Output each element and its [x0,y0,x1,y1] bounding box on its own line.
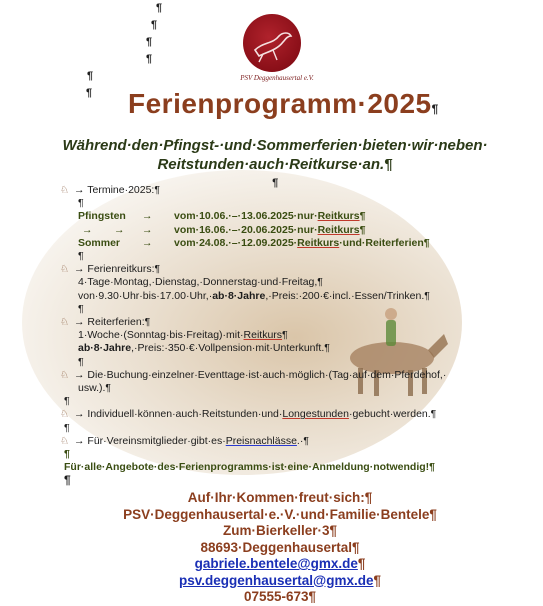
arrow-icon: → [114,223,125,236]
termine-heading: ♘ → Termine·2025:¶ [60,184,160,196]
ferienreitkurs-heading: ♘ → Ferienreitkurs:¶ [60,263,161,276]
footer-organizer: PSV·Deggenhausertal·e.·V.·und·Familie·Bentele¶ [123,506,437,522]
footer-street: Zum·Bierkeller·3¶ [222,523,338,538]
reiterferien-price: ab·8·Jahre,·Preis:·350·€·Vollpension·mit·Unterkunft.¶ [78,342,330,355]
arrow-icon: → [142,223,153,236]
sommer-date: Sommer → vom·24.08.·–·12.09.2025·Reitkurs·und·Reiterferien¶ [78,236,430,249]
individuell-line: ♘ → Individuell·können·auch·Reitstunden·und·Longestunden·gebucht·werden.¶ [60,408,437,421]
pilcrow-mark: ¶ [78,302,84,315]
ferienreitkurs-time-price: von·9.30·Uhr·bis·17.00·Uhr,·ab·8·Jahre,·Preis:·200·€·incl.·Essen/Trinken.¶ [78,289,430,302]
email-link-psv[interactable]: psv.deggenhausertal@gmx.de [179,572,374,588]
pilcrow-mark: ¶ [78,197,84,210]
club-logo [243,14,301,72]
arrow-icon: → [74,263,85,276]
arrow-icon: → [74,408,85,421]
knight-bullet-icon: ♘ [60,185,69,196]
footer-city: 88693·Deggenhausertal¶ [200,539,360,555]
buchung-line-2: usw.).¶ [78,382,112,395]
title-text: Ferienprogramm·2025 [128,88,432,119]
footer-greeting: Auf·Ihr·Kommen·freut·sich:¶ [187,490,373,505]
email-link-gabriele[interactable]: gabriele.bentele@gmx.de [194,556,358,571]
knight-bullet-icon: ♘ [60,317,69,329]
pilcrow-mark: ¶ [64,448,70,461]
pilcrow-mark: ¶ [431,102,439,116]
arrow-icon: → [74,184,85,196]
subtitle-line-2: Reitstunden·auch·Reitkurse·an.¶ [157,156,393,173]
arrow-icon: → [74,434,85,447]
pfingsten-date-2: → → → vom·16.06.·–·20.06.2025·nur·Reitkurs¶ [64,224,464,237]
buchung-line-1: ♘ → Die·Buchung·einzelner·Eventtage·ist·auch·möglich·(Tag·auf·dem·Pferdehof,· [60,368,447,381]
knight-bullet-icon: ♘ [60,435,69,447]
verein-line: ♘ → Für·Vereinsmitglieder·gibt·es·Preisnachlässe.·¶ [60,434,309,447]
page-title [128,88,439,120]
pilcrow-mark: ¶ [271,177,279,189]
arrow-icon: → [74,368,85,381]
reiterferien-heading: ♘ → Reiterferien:¶ [60,316,151,329]
pilcrow-mark: ¶ [78,355,84,368]
knight-bullet-icon: ♘ [60,369,69,381]
pilcrow-mark: ¶ [87,70,94,82]
pilcrow-mark: ¶ [146,36,153,48]
pilcrow-mark: ¶ [151,19,158,31]
knight-bullet-icon: ♘ [60,409,69,421]
arrow-icon: → [82,223,93,236]
pilcrow-mark: ¶ [146,53,153,65]
arrow-icon: → [74,316,85,329]
contact-footer: Auf·Ihr·Kommen·freut·sich:¶ PSV·Deggenhausertal·e.·V.·und·Familie·Bentele¶ Zum·Bierkeller·3¶ 88693·Deggenhausertal¶ gabriele.bentele@gmx.de¶ psv.deggenhausertal@gmx.de¶ 07555-673¶ [60,490,500,606]
arrow-icon: → [142,236,153,249]
pilcrow-mark: ¶ [64,395,70,408]
program-details [60,184,464,488]
arrow-icon: → [142,210,153,223]
pilcrow-mark: ¶ [64,421,70,434]
logo-caption: PSV Deggenhausertal e.V. [240,74,314,82]
ferienreitkurs-days: 4·Tage·Montag,·Dienstag,·Donnerstag·und·Freitag,¶ [78,276,323,289]
pilcrow-mark: ¶ [78,250,84,263]
knight-bullet-icon: ♘ [60,264,69,276]
pilcrow-mark: ¶ [86,87,93,99]
reiterferien-week: 1·Woche·(Sonntag·bis·Freitag)·mit·Reitkurs¶ [78,329,288,342]
pfingsten-date-1: Pfingsten → vom·10.06.·–·13.06.2025·nur·Reitkurs¶ [78,210,366,223]
anmeldung-note: Für·alle·Angebote·des·Ferienprogramms·ist·eine·Anmeldung·notwendig!¶ [64,461,436,474]
subtitle-line-1: Während·den·Pfingst-·und·Sommerferien·bieten·wir·neben· [62,137,488,154]
pilcrow-mark: ¶ [64,473,71,488]
footer-phone: 07555-673¶ [243,589,317,604]
pilcrow-mark: ¶ [156,2,163,14]
horse-logo-icon [243,14,301,72]
